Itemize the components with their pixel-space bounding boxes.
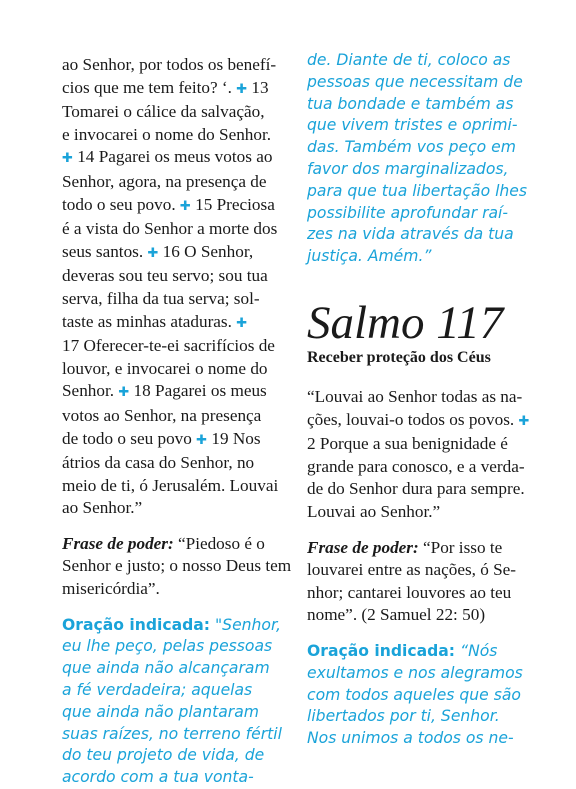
oracao-indicada-left: Oração indicada: "Senhor, eu lhe peço, pelas pessoas que ainda não alcançaram a fé verdadeira; aquelas que ainda não plantaram suas raízes, no terreno fértil do teu projeto de vida, de acordo com a tua vonta- [62, 615, 282, 787]
cross-icon: ✚ [147, 245, 159, 261]
verse-line: louvor, e invocarei o nome do [62, 358, 268, 378]
verse-line: grande para conosco, e a verda- [307, 456, 525, 476]
frase-label: Frase de poder: [62, 533, 174, 553]
cross-icon: ✚ [236, 315, 248, 331]
verse-line: 2 Porque a sua benignidade é [307, 434, 508, 454]
cross-icon: ✚ [179, 198, 191, 214]
verse-line: deveras sou teu servo; sou tua [62, 266, 268, 286]
verse-line: votos ao Senhor, na presença [62, 405, 262, 425]
verse-line: taste as minhas ataduras. ✚ [62, 311, 248, 331]
frase-de-poder-left: Frase de poder: “Piedoso é o Senhor e justo; o nosso Deus tem misericórdia”. [62, 533, 292, 599]
verse-line: de do Senhor dura para sempre. [307, 479, 525, 499]
cross-icon: ✚ [236, 81, 248, 97]
oracao-label: Oração indicada: [62, 615, 211, 634]
left-column [62, 0, 292, 789]
verse-line: ao Senhor, por todos os benefí- [62, 55, 277, 74]
verse-line: ções, louvai-o todos os povos. ✚ [307, 409, 530, 429]
verse-line: átrios da casa do Senhor, no [62, 453, 255, 473]
cross-icon: ✚ [518, 413, 530, 429]
verse-line: ao Senhor.” [62, 498, 143, 518]
cross-icon: ✚ [196, 432, 208, 448]
verse-line: ✚ 14 Pagarei os meus votos ao [62, 147, 273, 167]
verse-line: Louvai ao Senhor.” [307, 501, 441, 521]
verse-line: Senhor. ✚ 18 Pagarei os meus [62, 381, 267, 401]
verse-line: todo o seu povo. ✚ 15 Preciosa [62, 194, 275, 214]
verses-block-right [307, 386, 533, 524]
frase-label: Frase de poder: [307, 537, 419, 557]
cross-icon: ✚ [62, 151, 73, 167]
psalm-title: Salmo 117 [307, 296, 504, 349]
psalm-heading [307, 298, 533, 368]
verse-line: serva, filha da tua serva; sol- [62, 288, 260, 308]
verse-line: e invocarei o nome do Senhor. [62, 124, 272, 144]
verse-line: é a vista do Senhor a morte dos [62, 219, 278, 239]
psalm-subtitle: Receber proteção dos Céus [307, 348, 491, 366]
verse-line: cios que me tem feito? ‘. ✚ 13 [62, 77, 269, 97]
verses-block-left [62, 54, 288, 520]
verse-line: “Louvai ao Senhor todas as na- [307, 386, 523, 406]
verse-line: de todo o seu povo ✚ 19 Nos [62, 428, 261, 448]
verse-line: seus santos. ✚ 16 O Senhor, [62, 241, 254, 261]
oracao-indicada-right: Oração indicada: “Nós exultamos e nos alegramos com todos aqueles que são libertados por ti, Senhor. Nos unimos a todos os ne- [307, 641, 523, 748]
verse-line: meio de ti, ó Jerusalém. Louvai [62, 475, 279, 495]
cross-icon: ✚ [118, 385, 130, 401]
verse-line: Tomarei o cálice da salvação, [62, 102, 265, 122]
frase-de-poder-right: Frase de poder: “Por isso te louvarei entre as nações, ó Se- nhor; cantarei louvores ao teu nome”. (2 Samuel 22: 50) [307, 537, 517, 625]
right-column [307, 0, 533, 750]
verse-line: Senhor, agora, na presença de [62, 171, 267, 191]
verse-line: 17 Oferecer-te-ei sacrifícios de [62, 336, 275, 356]
oracao-label: Oração indicada: [307, 641, 456, 660]
prayer-continuation: de. Diante de ti, coloco as pessoas que necessitam de tua bondade e também as que vivem tristes e oprimi- das. Também vos peço em favor dos marginalizados, para que tua libertação lhes possibilite aprofundar raí- zes na vida através da tua justiça. Amém.” [307, 51, 528, 266]
